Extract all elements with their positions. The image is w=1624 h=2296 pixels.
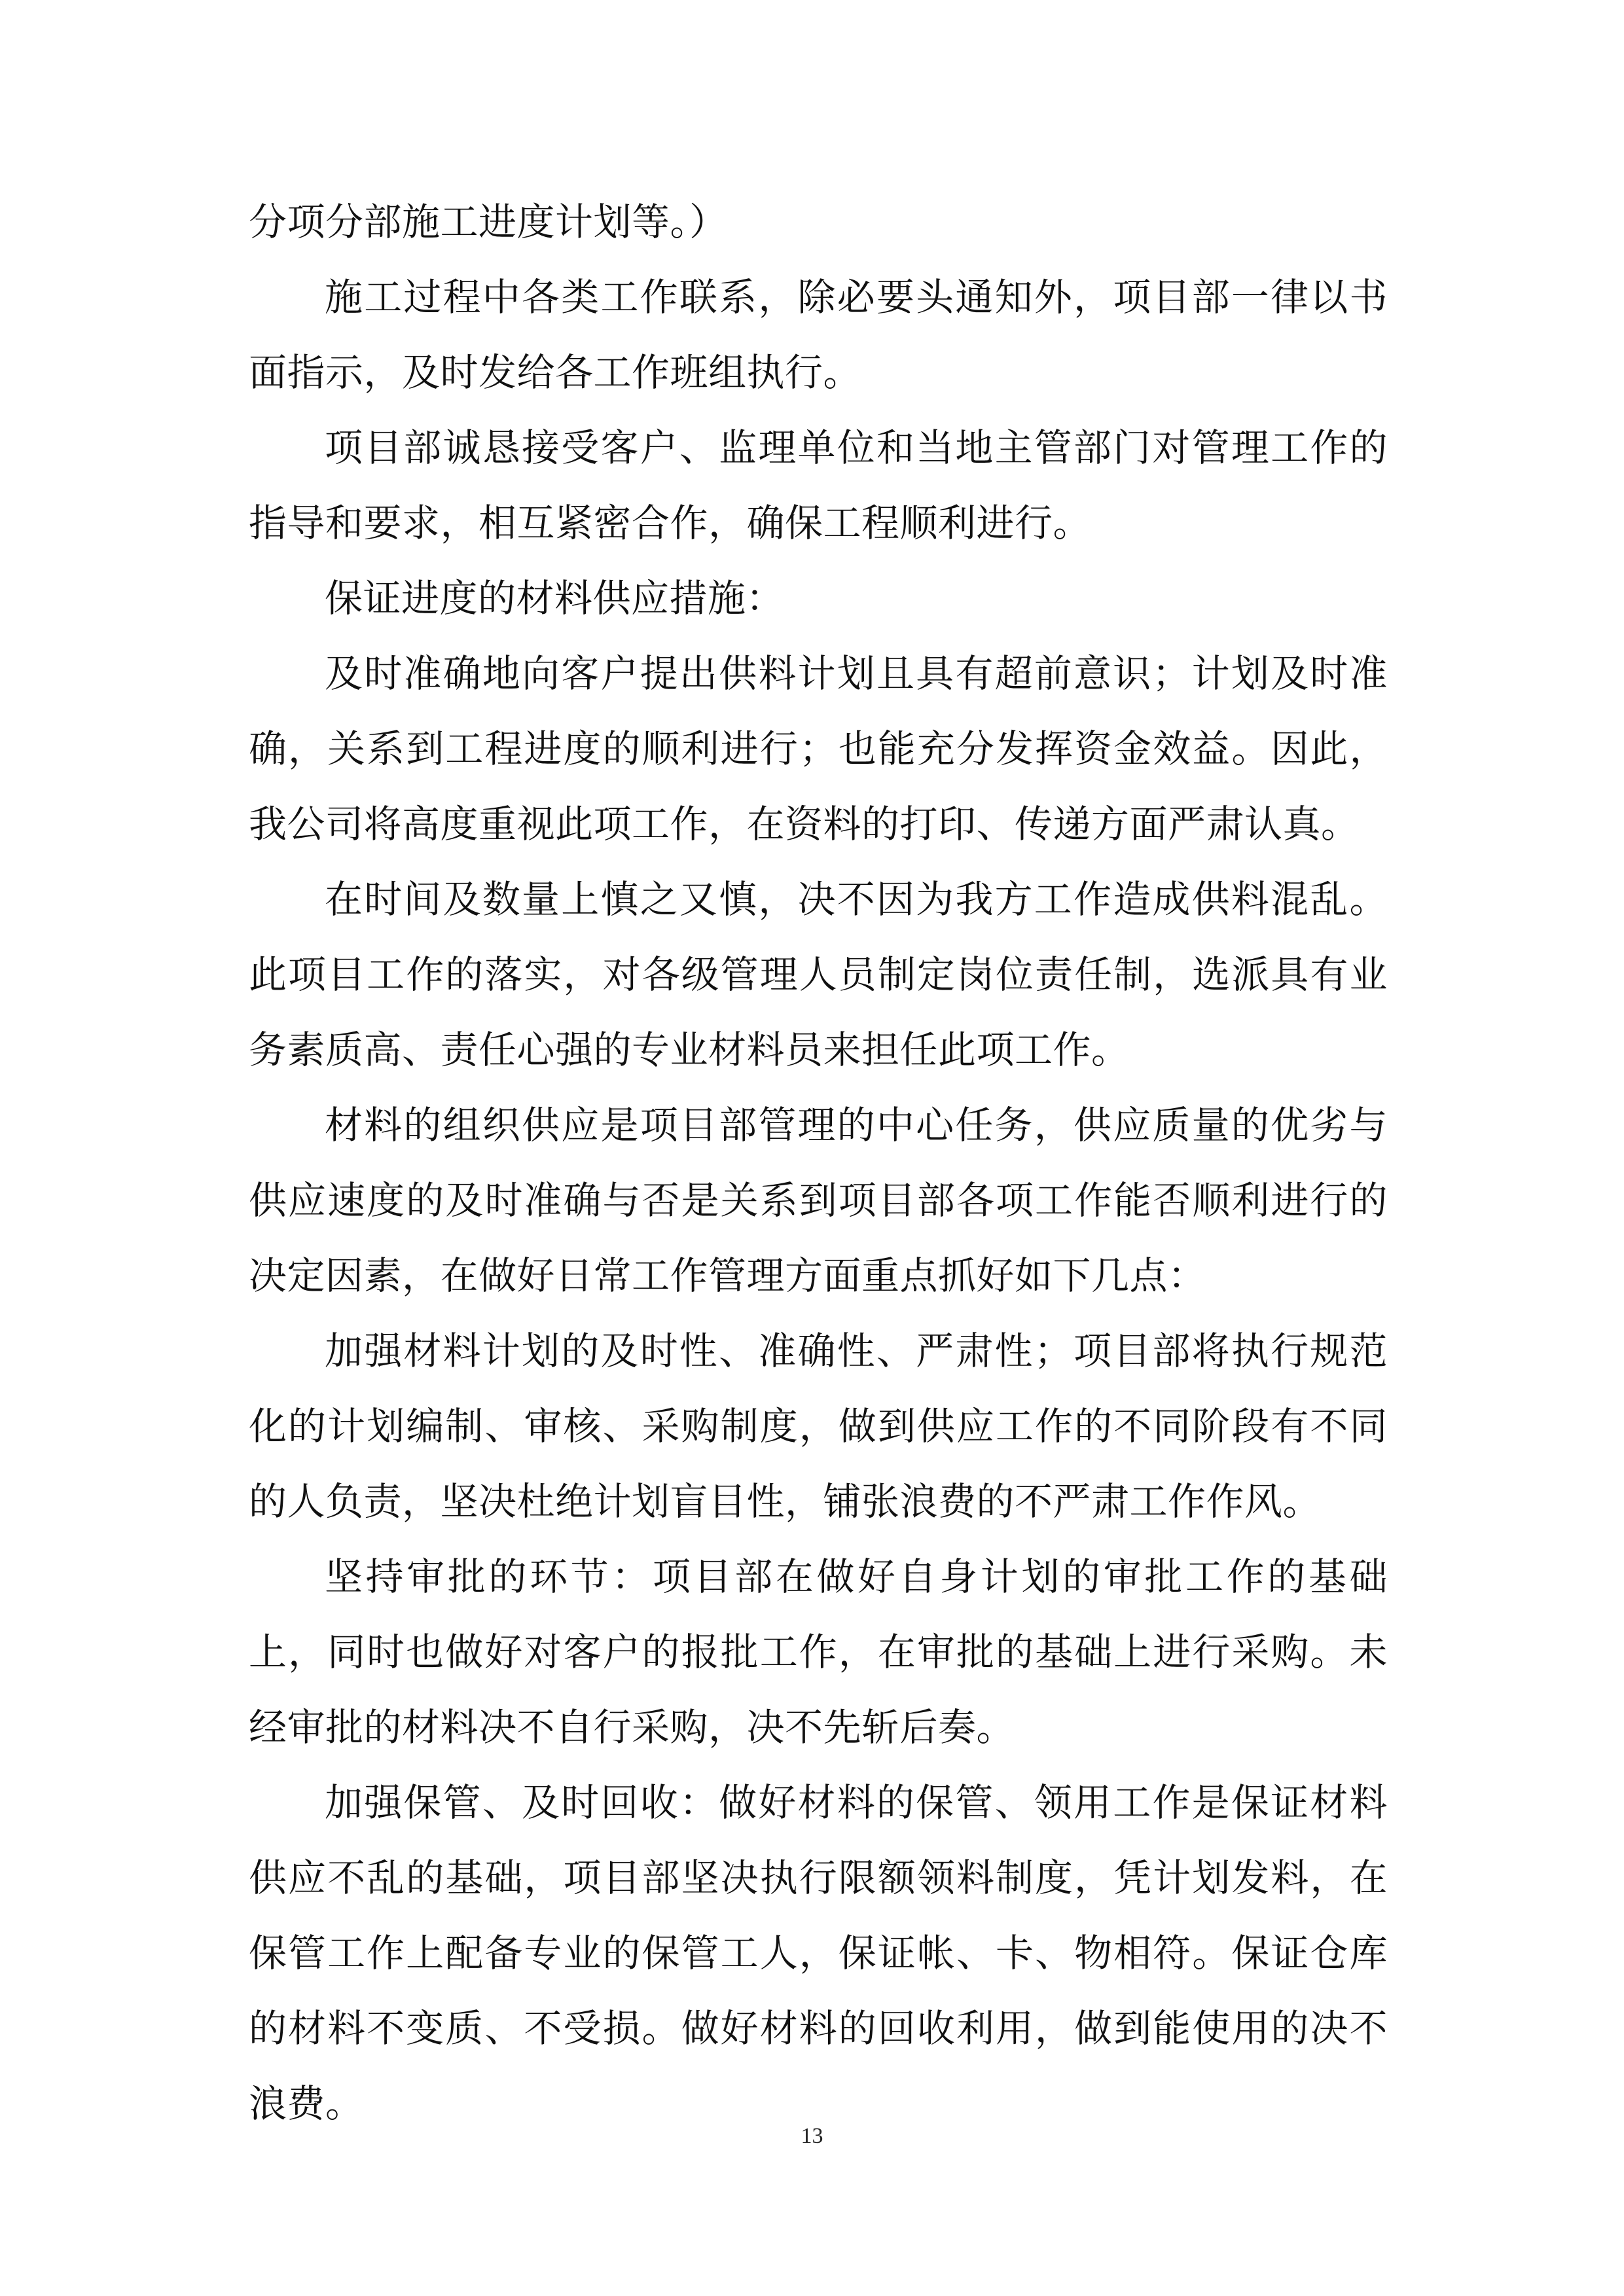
page-number: 13 — [801, 2124, 823, 2148]
paragraph-6: 在时间及数量上慎之又慎，决不因为我方工作造成供料混乱。此项目工作的落实，对各级管理人员制定岗位责任制，选派具有业务素质高、责任心强的专业材料员来担任此项工作。 — [249, 877, 1388, 1072]
paragraph-3: 项目部诚恳接受客户、监理单位和当地主管部门对管理工作的指导和要求，相互紧密合作，确保工程顺利进行。 — [249, 425, 1388, 545]
paragraph-5: 及时准确地向客户提出供料计划且具有超前意识；计划及时准确，关系到工程进度的顺利进行；也能充分发挥资金效益。因此，我公司将高度重视此项工作，在资料的打印、传递方面严肃认真。 — [249, 651, 1388, 846]
paragraph-8: 加强材料计划的及时性、准确性、严肃性；项目部将执行规范化的计划编制、审核、采购制度，做到供应工作的不同阶段有不同的人负责，坚决杜绝计划盲目性，铺张浪费的不严肃工作作风。 — [249, 1329, 1388, 1524]
body-text — [249, 185, 1388, 2142]
paragraph-1: 分项分部施工进度计划等。） — [249, 200, 728, 244]
paragraph-10: 加强保管、及时回收：做好材料的保管、领用工作是保证材料供应不乱的基础，项目部坚决执行限额领料制度，凭计划发料，在保管工作上配备专业的保管工人，保证帐、卡、物相符。保证仓库的材料不变质、不受损。做好材料的回收利用，做到能使用的决不浪费。 — [249, 1780, 1388, 2126]
paragraph-7: 材料的组织供应是项目部管理的中心任务，供应质量的优劣与供应速度的及时准确与否是关系到项目部各项工作能否顺利进行的决定因素，在做好日常工作管理方面重点抓好如下几点： — [249, 1103, 1388, 1298]
paragraph-9: 坚持审批的环节：项目部在做好自身计划的审批工作的基础上，同时也做好对客户的报批工作，在审批的基础上进行采购。未经审批的材料决不自行采购，决不先斩后奏。 — [249, 1554, 1388, 1749]
paragraph-4: 保证进度的材料供应措施： — [325, 576, 785, 620]
paragraph-2: 施工过程中各类工作联系，除必要头通知外，项目部一律以书面指示，及时发给各工作班组执行。 — [249, 275, 1388, 395]
